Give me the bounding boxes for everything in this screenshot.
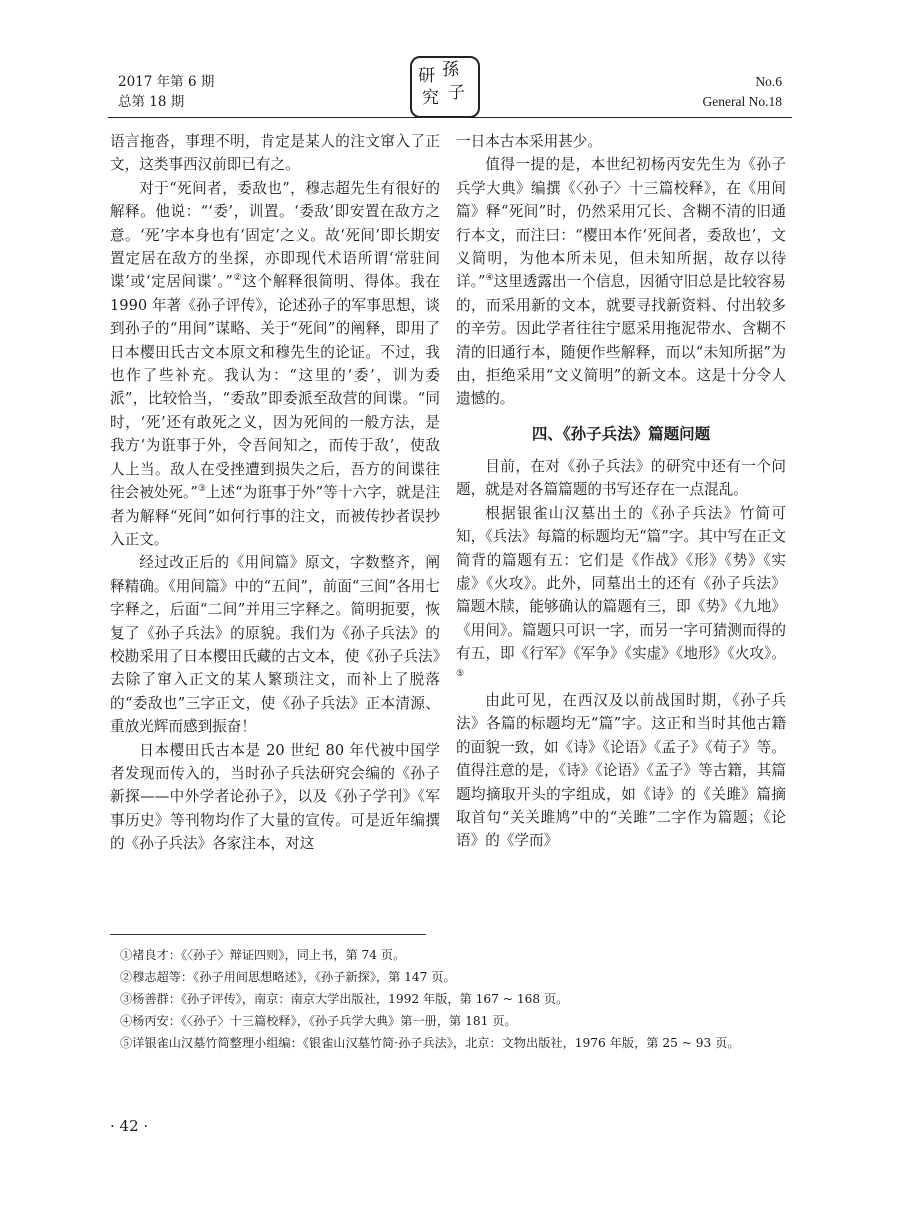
paragraph: 一日本古本采用甚少。 bbox=[456, 133, 602, 150]
header-issue-en bbox=[703, 72, 782, 112]
footnote-item: ①褚良才：《〈孙子〉辩证四则》，同上书，第 74 页。 bbox=[120, 948, 406, 962]
paragraph: 目前，在对《孙子兵法》的研究中还有一个问题，就是对各篇篇题的书写还存在一点混乱。 bbox=[456, 457, 786, 499]
footnote-ref: ③ bbox=[197, 484, 206, 495]
paragraph-text: 这里透露出一个信息，因循守旧总是比较容易的，而采用新的文本，就要寻找新资料、付出较多的辛劳。因此学者往往宁愿采用拖泥带水、含糊不清的旧通行本，随便作些解释，而以“未知所据”为由，拒绝采用“文义简明”的新文本。这是十分令人遗憾的。 bbox=[456, 273, 786, 408]
paragraph: 日本樱田氏古本是 20 世纪 80 年代被中国学者发现而传入的，当时孙子兵法研究会编的《孙子新探——中外学者论孙子》，以及《孙子学刊》《军事历史》等刊物均作了大量的宣传。可是近年编撰的《孙子兵法》各家注本，对这 bbox=[110, 741, 440, 853]
paragraph-text: 根据银雀山汉墓出土的《孙子兵法》竹简可知，《兵法》每篇的标题均无“篇”字。其中写在正文简背的篇题有五：它们是《作战》《形》《势》《实虚》《火攻》。此外，同墓出土的还有《孙子兵法》篇题木牍，能够确认的篇题有三，即《势》《九地》《用间》。篇题只可识一字，而另一字可猜测而得的有五，即《行军》《军争》《实虚》《地形》《火攻》。 bbox=[456, 504, 786, 663]
header-issue-en-line2: General No.18 bbox=[702, 94, 782, 109]
footnote-item: ③杨善群：《孙子评传》，南京：南京大学出版社，1992 年版，第 167 ~ 168 页。 bbox=[120, 992, 569, 1006]
paragraph-text: 这个解释很简明、得体。我在 1990 年著《孙子评传》，论述孙子的军事思想，谈到孙子的“用间”谋略、关于“死间”的阐释，即用了日本樱田氏古文本原文和穆先生的论证。不过，我也作了些补充。我认为：“这里的‘委’，训为委派”，比较恰当，“委敌”即委派至敌营的间谍。“同时，‘死’还有敢死之义，因为死间的一般方法，是我方‘为诳事于外，令吾间知之，而传于敌’，使敌人上当。敌人在受挫遭到损失之后，吾方的间谍往往会被处死。” bbox=[110, 273, 440, 502]
footnote-item: ⑤详银雀山汉墓竹简整理小组编：《银雀山汉墓竹简·孙子兵法》，北京：文物出版社，1976 年版，第 25 ~ 93 页。 bbox=[120, 1036, 740, 1050]
paragraph bbox=[456, 153, 786, 410]
footnote-ref: ④ bbox=[485, 273, 494, 284]
section-heading: 四、《孙子兵法》篇题问题 bbox=[531, 424, 711, 443]
footnote-item: ④杨丙安：《〈孙子〉十三篇校释》，《孙子兵学大典》第一册，第 181 页。 bbox=[120, 1014, 517, 1028]
paragraph bbox=[456, 502, 786, 689]
footnotes bbox=[110, 944, 800, 1054]
paragraph: 由此可见，在西汉及以前战国时期，《孙子兵法》各篇的标题均无“篇”字。这正和当时其他古籍的面貌一致，如《诗》《论语》《孟子》《荀子》等。值得注意的是，《诗》《论语》《孟子》等古籍，其篇题均摘取开头的字组成，如《诗》的《关雎》篇摘取首句“关关雎鸠”中的“关雎”二字作为篇题；《论语》的《学而》 bbox=[456, 691, 786, 850]
journal-logo bbox=[410, 56, 480, 118]
header-issue-cn bbox=[118, 72, 214, 112]
paragraph-text: 上述“为诳事于外”等十六字，就是注者为解释“死间”如何行事的注文，而被传抄者误抄入正文。 bbox=[110, 484, 440, 548]
logo-char-4: 子 bbox=[448, 83, 465, 103]
footnote-ref: ⑤ bbox=[456, 668, 465, 679]
paragraph-text: 值得一提的是，本世纪初杨丙安先生为《孙子兵学大典》编撰《〈孙子〉十三篇校释》，在《用间篇》释“死间”时，仍然采用冗长、含糊不清的旧通行本文，而注曰：“樱田本作‘死间者，委敌也’，文义简明，为他本所未见，但未知所据，故存以待详。” bbox=[456, 156, 786, 291]
header-issue-line1: 2017 年第 6 期 bbox=[118, 74, 215, 90]
left-column bbox=[110, 130, 440, 856]
header-issue-line2: 总第 18 期 bbox=[118, 94, 185, 110]
paragraph bbox=[110, 177, 440, 552]
right-column bbox=[456, 130, 786, 853]
logo-char-1: 研 bbox=[418, 66, 435, 86]
header-divider bbox=[108, 117, 792, 118]
paragraph-text: 对于“死间者，委敌也”，穆志超先生有很好的解释。他说：“‘委’，训置。‘委敌’即安置在敌方之意。‘死’字本身也有‘固定’之义。故‘死间’即长期安置定居在敌方的坐探，亦即现代术语所谓‘常驻间谍’或‘定居间谍’。” bbox=[110, 179, 440, 291]
footnote-divider bbox=[110, 934, 426, 935]
page-number: · 42 · bbox=[110, 1117, 149, 1135]
paragraph: 语言拖沓，事理不明，肯定是某人的注文窜入了正文，这类事西汉前即已有之。 bbox=[110, 133, 440, 174]
footnote-ref: ② bbox=[232, 273, 243, 284]
paragraph: 经过改正后的《用间篇》原文，字数整齐，阐释精确。《用间篇》中的“五间”，前面“三间”各用七字释之，后面“二间”并用三字释之。简明扼要，恢复了《孙子兵法》的原貌。我们为《孙子兵法》的校勘采用了日本樱田氏藏的古文本，使《孙子兵法》去除了窜入正文的某人繁琐注文，而补上了脱落的“委敌也”三字正文，使《孙子兵法》正本清源、重放光辉而感到振奋！ bbox=[110, 554, 440, 736]
footnote-item: ②穆志超等：《孙子用间思想略述》，《孙子新探》，第 147 页。 bbox=[120, 970, 456, 984]
header-issue-en-line1: No.6 bbox=[755, 74, 782, 89]
logo-char-2: 孫 bbox=[442, 60, 459, 80]
logo-char-3: 究 bbox=[422, 88, 439, 108]
